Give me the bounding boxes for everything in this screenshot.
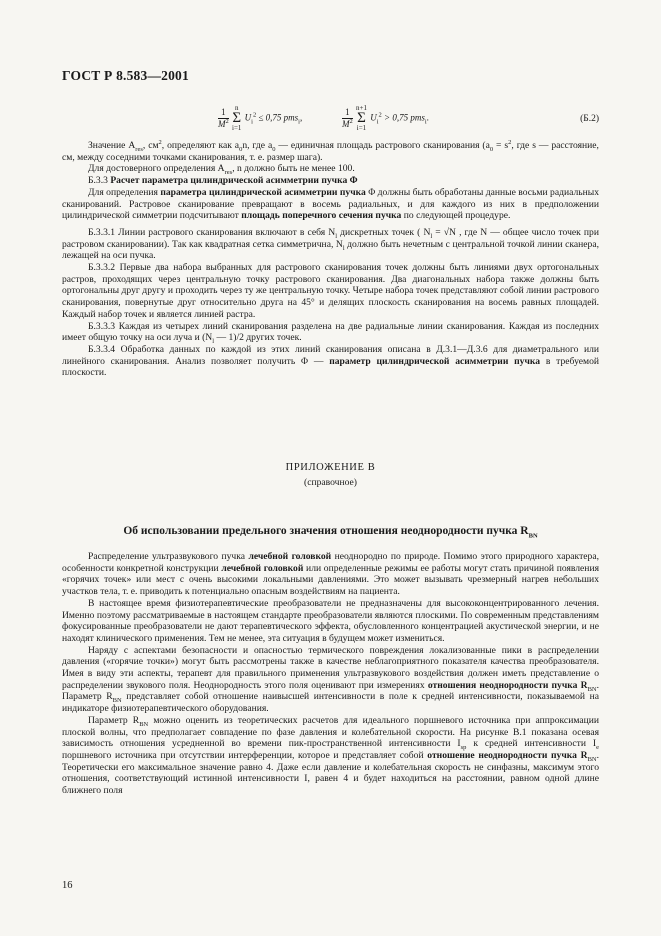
page-number: 16 [62, 880, 73, 891]
paragraph-phi: Для определения параметра цилиндрической асимметрии пучка Φ должны быть обработаны данные восьми радиальных сканирований. Растровое сканирование превращают в восемь радиальных, и для каждого из них в предположении цилиндрической симметрии подсчитывают площадь поперечного сечения пучка по следующей процедуре. [62, 186, 599, 222]
formula-b2 [0, 105, 661, 137]
paragraph-safety: Наряду с аспектами безопасности и опасностью термического повреждения локализованные пики в распределении давления («горячие точки») могут быть рассмотрены также в качестве неблагоприятного показателя качества преобразователя. Имея в виду эти аспекты, терапевт для правильного применения ультразвукового воздействия должен иметь представление о распределении звукового поля. Неоднородность этого поля оценивают при измерениях отношения неоднородности пучка $R_{BN}$. Параметр $R_{BN}$ представляет собой отношение наивысшей интенсивности в поле к средней интенсивности, показываемой на индикаторе физиотерапевтического оборудования. [62, 644, 599, 715]
appendix-kind: (справочное) [304, 477, 357, 488]
paragraph-b334: Б.3.3.4 Обработка данных по каждой из этих линий сканирования описана в Д.3.1—Д.3.6 для диаметрального или линейного сканирования. Анализ позволяет получить Φ — параметр цилиндрической асимметрии пучка в требуемой плоскости. [62, 343, 599, 379]
paragraph-distribution: Распределение ультразвукового пучка лечебной головкой неоднородно по природе. Помимо этого природного характера, особенности конкретной конструкции лечебной головкой или определенные режимы ее работы могут стать причиной появления «горячих точек» или мест с очень высокими локальными давлениями. Это может вызывать чрезмерный нагрев небольших участков тела, т. е. приводить к потенциально опасным воздействиям на пациента. [62, 551, 599, 598]
sum-symbol-2: n+1 Σ i=1 [356, 104, 367, 132]
formula-left: $\frac{1}{M^2}$ n Σ i=1 $U_i^2 \le 0,75$ pms$_i$, [218, 104, 303, 132]
appendix-body [62, 551, 599, 797]
fraction-1: $\frac{1}{M^2}$ [218, 107, 229, 129]
paragraph-b331: Б.3.3.1 Линии растрового сканирования включают в себя $N_l$ дискретных точек ( $N_l = √N$ , где N — общее число точек при растровом сканировании). Так как квадратная сетка симметрична, $N_l$ должно быть нечетным с центральной точкой линии сканера, лежащей на оси пучка. [62, 226, 599, 262]
heading-b33: Б.3.3 Расчет параметра цилиндрической асимметрии пучка Φ [88, 175, 358, 187]
paragraph-n100: Для достоверного определения $A_{res}$, n должно быть не менее 100. [88, 163, 355, 177]
formula-number: (Б.2) [580, 114, 599, 124]
paragraph-b332: Б.3.3.2 Первые два набора выбранных для растрового сканирования точек должны быть линиями двух ортогональных растров, проходящих через центральную точку растрового сканирования. Два диагональных набора также должны быть ортогональны друг другу и проходить через ту же центральную точку. Четыре набора точек представляют собой линии растрового сканирования, повернутые друг относительно друга на 45° и делящих плоскость сканирования на восемь равных площадей. Каждый набор точек и является линией растра. [62, 262, 599, 320]
fraction-2: $\frac{1}{M^2}$ [342, 107, 353, 129]
appendix-label: ПРИЛОЖЕНИЕ В [285, 462, 376, 473]
paragraph-ares: Значение $A_{res}$, $см^2$, определяют как $a_0n$, где $a_0$ — единичная площадь растрового сканирования ($a_0 = s^2$, где s — расстояние, см, между соседними точками сканирования, т. е. размер шага). [62, 138, 599, 163]
document-header: ГОСТ Р 8.583—2001 [62, 68, 189, 83]
appendix-title: Об использовании предельного значения отношения неоднородности пучка $R_{BN}$ [123, 525, 538, 540]
paragraph-b333: Б.3.3.3 Каждая из четырех линий сканирования разделена на две радиальные линии сканирования. Каждая из последних имеет общую точку на оси луча и ($N_l$ — 1)/2 других точек. [62, 320, 599, 346]
paragraph-present-time: В настоящее время физиотерапевтические преобразователи не предназначены для высококонцентрированного лечения. Именно поэтому рассматриваемые в настоящем стандарте преобразователи являются плоскими. По современным представлениям фокусированные преобразователи не дают терапевтического эффекта, обусловленного концентрацией акустической энергии, и не находят клинического применения. Тем не менее, эта ситуация в будущем может измениться. [62, 597, 599, 644]
sum-symbol-1: n Σ i=1 [232, 104, 242, 132]
paragraph-rbn-estimate: Параметр $R_{BN}$ можно оценить из теоретических расчетов для идеального поршневого источника при аппроксимации плоской волны, что предполагает совпадение по фазе давления и колебательной скорости. На рисунке В.1 показана осевая зависимость отношения усредненной во времени пик-пространственной интенсивности $I_{sp}$ к средней интенсивности $I_e$ поршневого источника при отсутствии интерференции, которое и представляет собой отношение неоднородности пучка $R_{BN}$. Теоретически его максимальное значение равно 4. Даже если давление и колебательная скорость не синфазны, максимум этого отношения, соответствующий истинной интенсивности I, равен 4 и будет находиться на расстоянии, равном одной длине ближнего поля [62, 714, 599, 797]
formula-right: $\frac{1}{M^2}$ n+1 Σ i=1 $U_i^2 > 0,75$ pms$_i$. [342, 104, 429, 132]
section-b33 [62, 140, 599, 379]
